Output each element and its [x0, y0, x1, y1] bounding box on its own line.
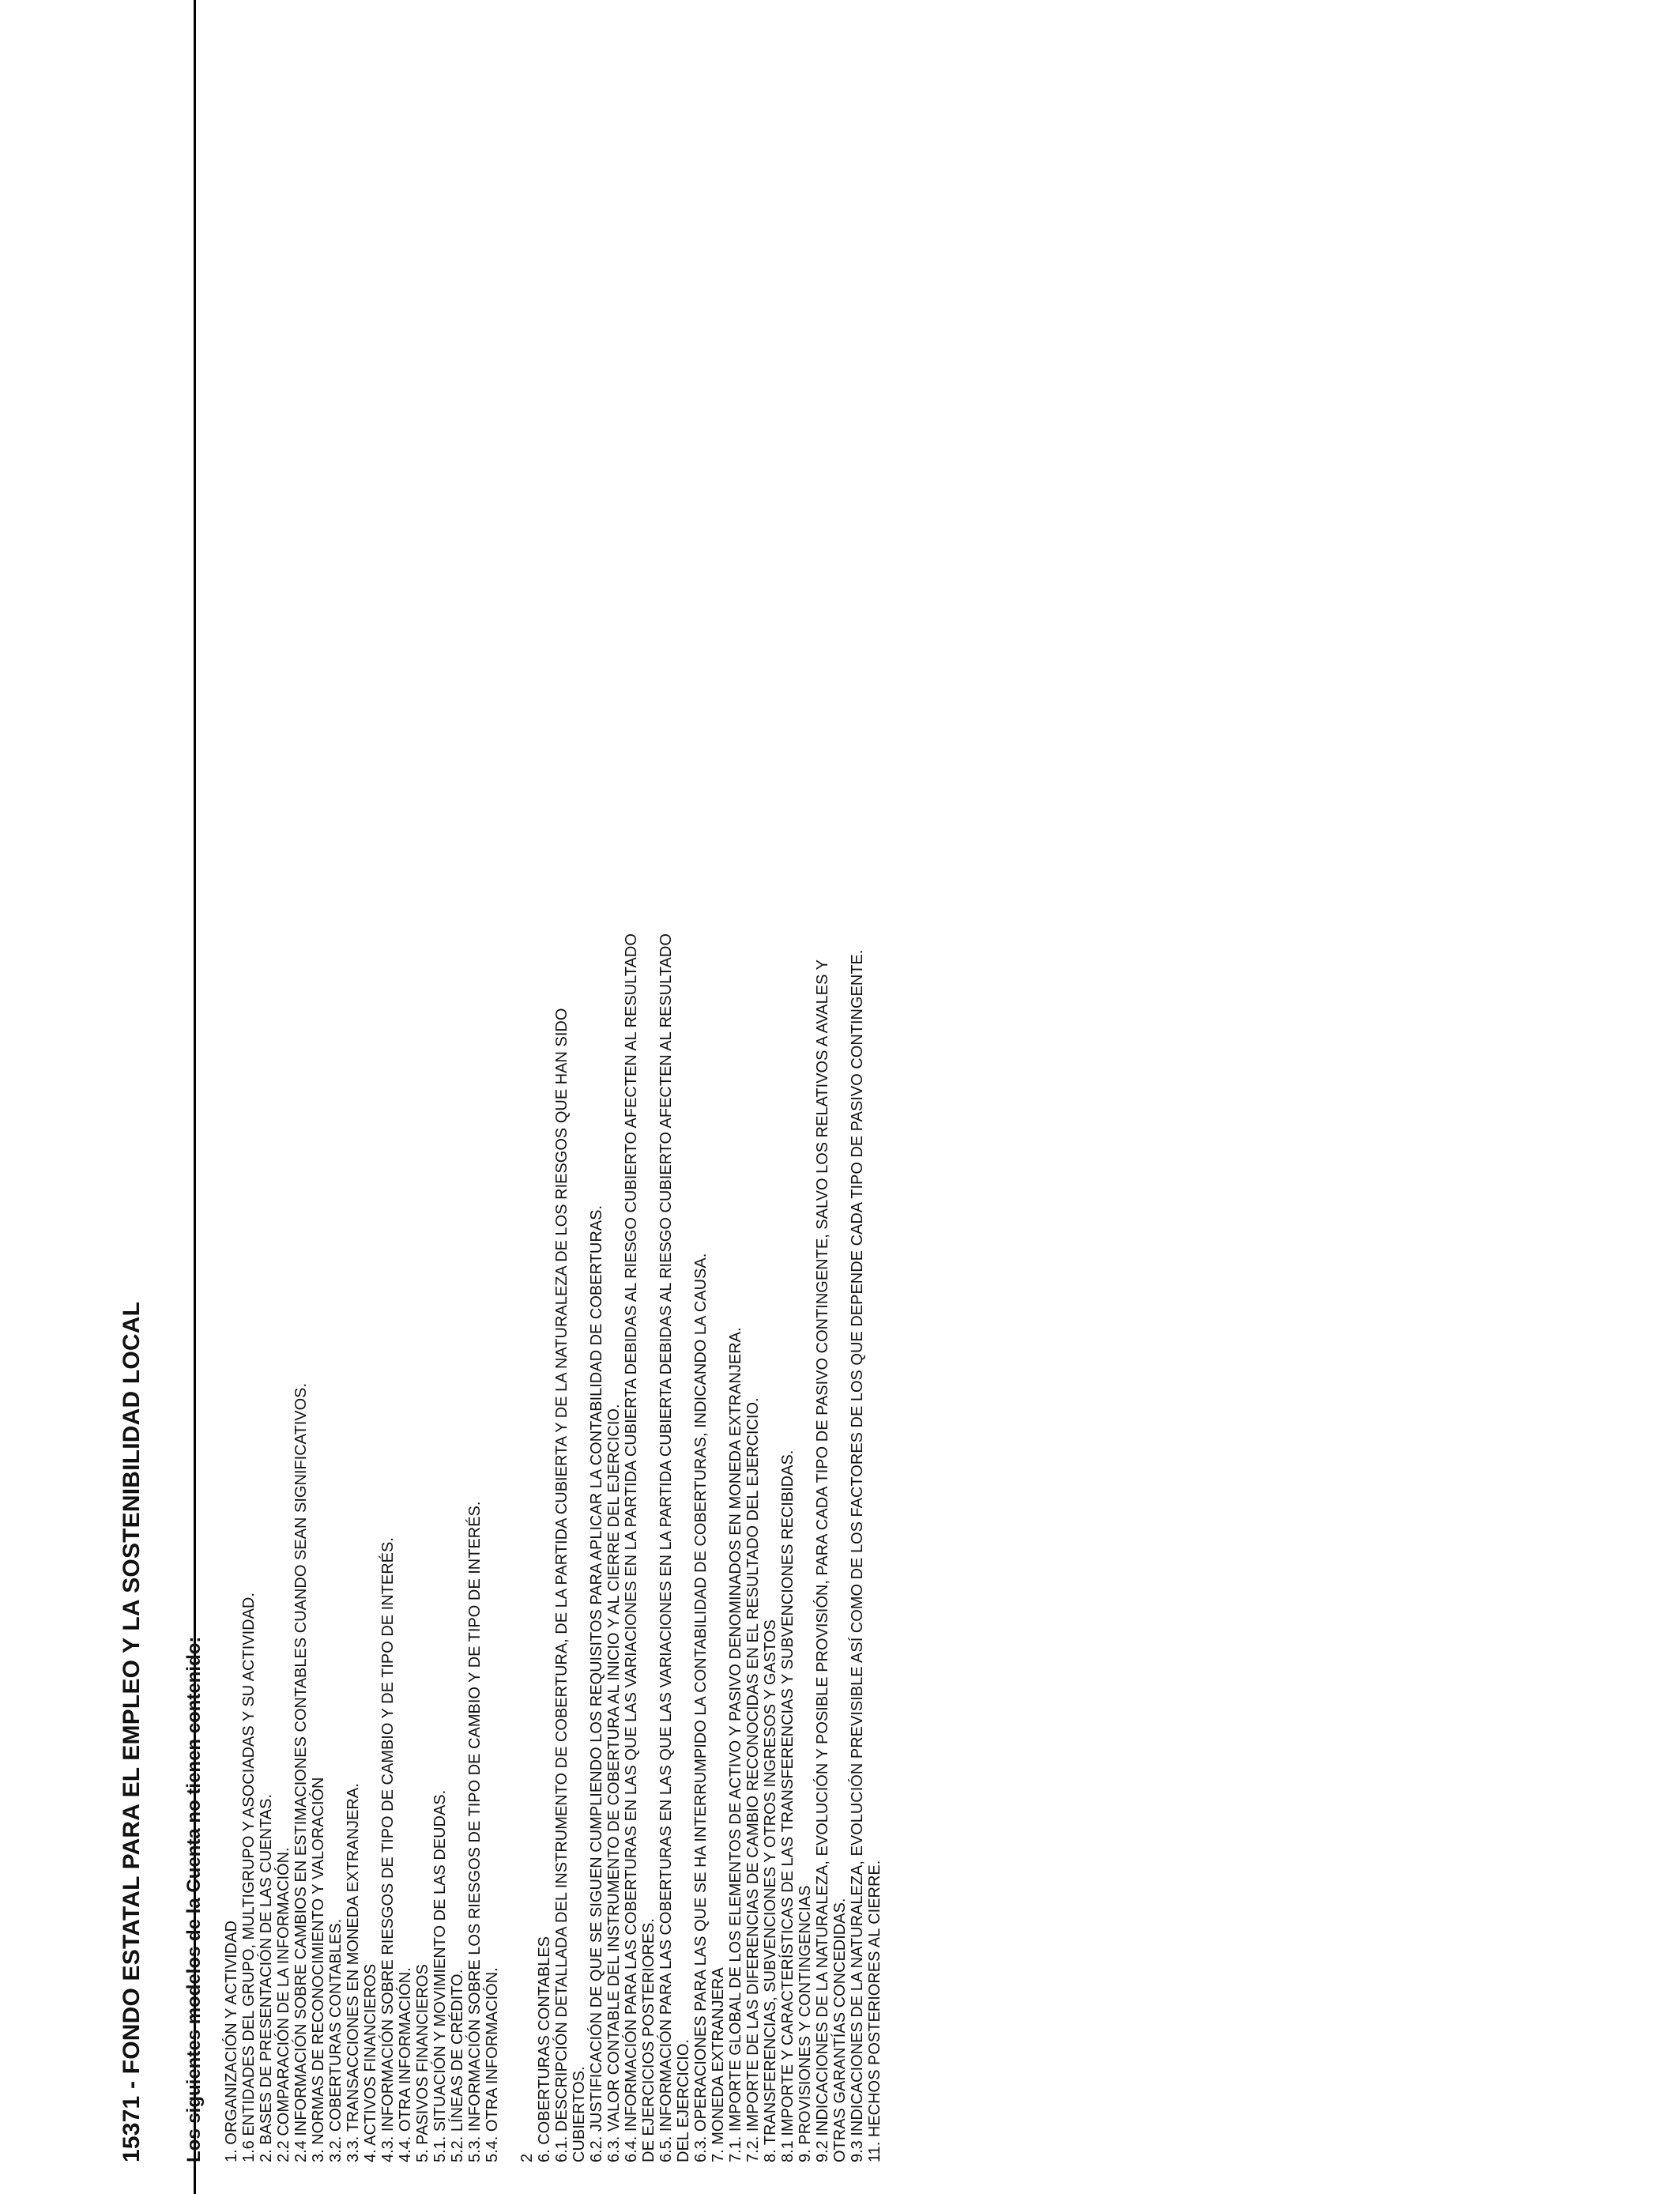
list-item: 8. TRANSFERENCIAS, SUBVENCIONES Y OTROS INGRESOS Y GASTOS	[762, 1619, 779, 2162]
list-item: 2.2 COMPARACIÓN DE LA INFORMACIÓN.	[275, 1847, 292, 2162]
list-item: 3.2. COBERTURAS CONTABLES.	[327, 1918, 345, 2162]
list-item: 9.2 INDICACIONES DE LA NATURALEZA, EVOLUCIÓN Y POSIBLE PROVISIÓN, PARA CADA TIPO DE PASIVO CONTINGENTE, SALVO LOS RELATIVOS A AVALES Y OTRAS GARANTÍAS CONCEDIDAS.	[814, 959, 849, 2162]
list-item	[501, 929, 518, 2162]
list-item: 7.2. IMPORTE DE LAS DIFERENCIAS DE CAMBIO RECONOCIDAS EN EL RESULTADO DEL EJERCICIO.	[744, 1397, 762, 2162]
list-item: 8.1 IMPORTE Y CARACTERÍSTICAS DE LAS TRANSFERENCIAS Y SUBVENCIONES RECIBIDAS.	[779, 1449, 797, 2162]
list-item: 1.6 ENTIDADES DEL GRUPO, MULTIGRUPO Y ASOCIADAS Y SU ACTIVIDAD.	[240, 1593, 258, 2162]
list-item: 6.3. OPERACIONES PARA LAS QUE SE HA INTERRUMPIDO LA CONTABILIDAD DE COBERTURAS, INDICANDO LA CAUSA.	[692, 1253, 710, 2162]
list-item: 7. MONEDA EXTRANJERA	[710, 1967, 727, 2162]
list-item: 6.5. INFORMACIÓN PARA LAS COBERTURAS EN LAS QUE LAS VARIACIONES EN LA PARTIDA CUBIERTA DEBIDAS AL RIESGO CUBIERTO AFECTEN AL RESULTADO DEL EJERCICIO.	[657, 933, 692, 2162]
list-item: 7.1. IMPORTE GLOBAL DE LOS ELEMENTOS DE ACTIVO Y PASIVO DENOMINADOS EN MONEDA EXTRANJERA.	[727, 1327, 744, 2162]
list-item: 1. ORGANIZACIÓN Y ACTIVIDAD	[223, 1921, 240, 2162]
list-item: 4.4. OTRA INFORMACIÓN.	[397, 1967, 414, 2162]
list-item: 5.4. OTRA INFORMACIÓN.	[484, 1967, 501, 2162]
list-item: 9.3 INDICACIONES DE LA NATURALEZA, EVOLUCIÓN PREVISIBLE ASÍ COMO DE LOS FACTORES DE LOS QUE DEPENDE CADA TIPO DE PASIVO CONTINGENTE.	[849, 949, 866, 2162]
list-item: 2	[518, 2153, 536, 2162]
list-item: 6. COBERTURAS CONTABLES	[536, 1936, 553, 2162]
list-item: 5.1. SITUACIÓN Y MOVIMIENTO DE LAS DEUDAS.	[431, 1789, 449, 2162]
empty-models-list	[223, 929, 883, 2162]
list-item: 6.2. JUSTIFICACIÓN DE QUE SE SIGUEN CUMPLIENDO LOS REQUISITOS PARA APLICAR LA CONTABILIDAD DE COBERTURAS.	[588, 1204, 605, 2162]
list-item: 4. ACTIVOS FINANCIEROS	[362, 1963, 379, 2162]
document-title: 15371 - FONDO ESTATAL PARA EL EMPLEO Y LA SOSTENIBILIDAD LOCAL	[119, 1301, 145, 2162]
list-item: 3.3. TRANSACCIONES EN MONEDA EXTRANJERA.	[345, 1783, 362, 2162]
list-item: 11. HECHOS POSTERIORES AL CIERRE.	[866, 1860, 883, 2162]
rotated-page	[0, 107, 1501, 2194]
list-item: 9. PROVISIONES Y CONTINGENCIAS	[797, 1885, 814, 2162]
document-body	[119, 929, 883, 2162]
list-item: 2.4 INFORMACIÓN SOBRE CAMBIOS EN ESTIMACIONES CONTABLES CUANDO SEAN SIGNIFICATIVOS.	[292, 1382, 310, 2162]
list-item: 2. BASES DE PRESENTACIÓN DE LAS CUENTAS.	[258, 1793, 275, 2162]
list-item: 5.3. INFORMACIÓN SOBRE LOS RIESGOS DE TIPO DE CAMBIO Y DE TIPO DE INTERÉS.	[466, 1501, 484, 2162]
list-item: 6.4. INFORMACIÓN PARA LAS COBERTURAS EN LAS QUE LAS VARIACIONES EN LA PARTIDA CUBIERTA DEBIDAS AL RIESGO CUBIERTO AFECTEN AL RESULTADO DE EJERCICIOS POSTERIORES.	[623, 933, 657, 2162]
list-item: 5. PASIVOS FINANCIEROS	[414, 1964, 431, 2162]
list-item: 5.2. LÍNEAS DE CRÉDITO.	[449, 1969, 466, 2162]
list-item: 6.1. DESCRIPCIÓN DETALLADA DEL INSTRUMENTO DE COBERTURA, DE LA PARTIDA CUBIERTA Y DE LA NATURALEZA DE LOS RIESGOS QUE HAN SIDO CUBIERTOS.	[553, 1008, 588, 2162]
list-item: 4.3. INFORMACIÓN SOBRE RIESGOS DE TIPO DE CAMBIO Y DE TIPO DE INTERÉS.	[379, 1537, 397, 2162]
document-subtitle: Los siguientes modelos de la Cuenta no tienen contenido:	[183, 1636, 205, 2162]
list-item: 3. NORMAS DE RECONOCIMIENTO Y VALORACIÓN	[310, 1777, 327, 2162]
list-item: 6.3. VALOR CONTABLE DEL INSTRUMENTO DE COBERTURA AL INICIO Y AL CIERRE DEL EJERCICIO.	[605, 1404, 623, 2162]
